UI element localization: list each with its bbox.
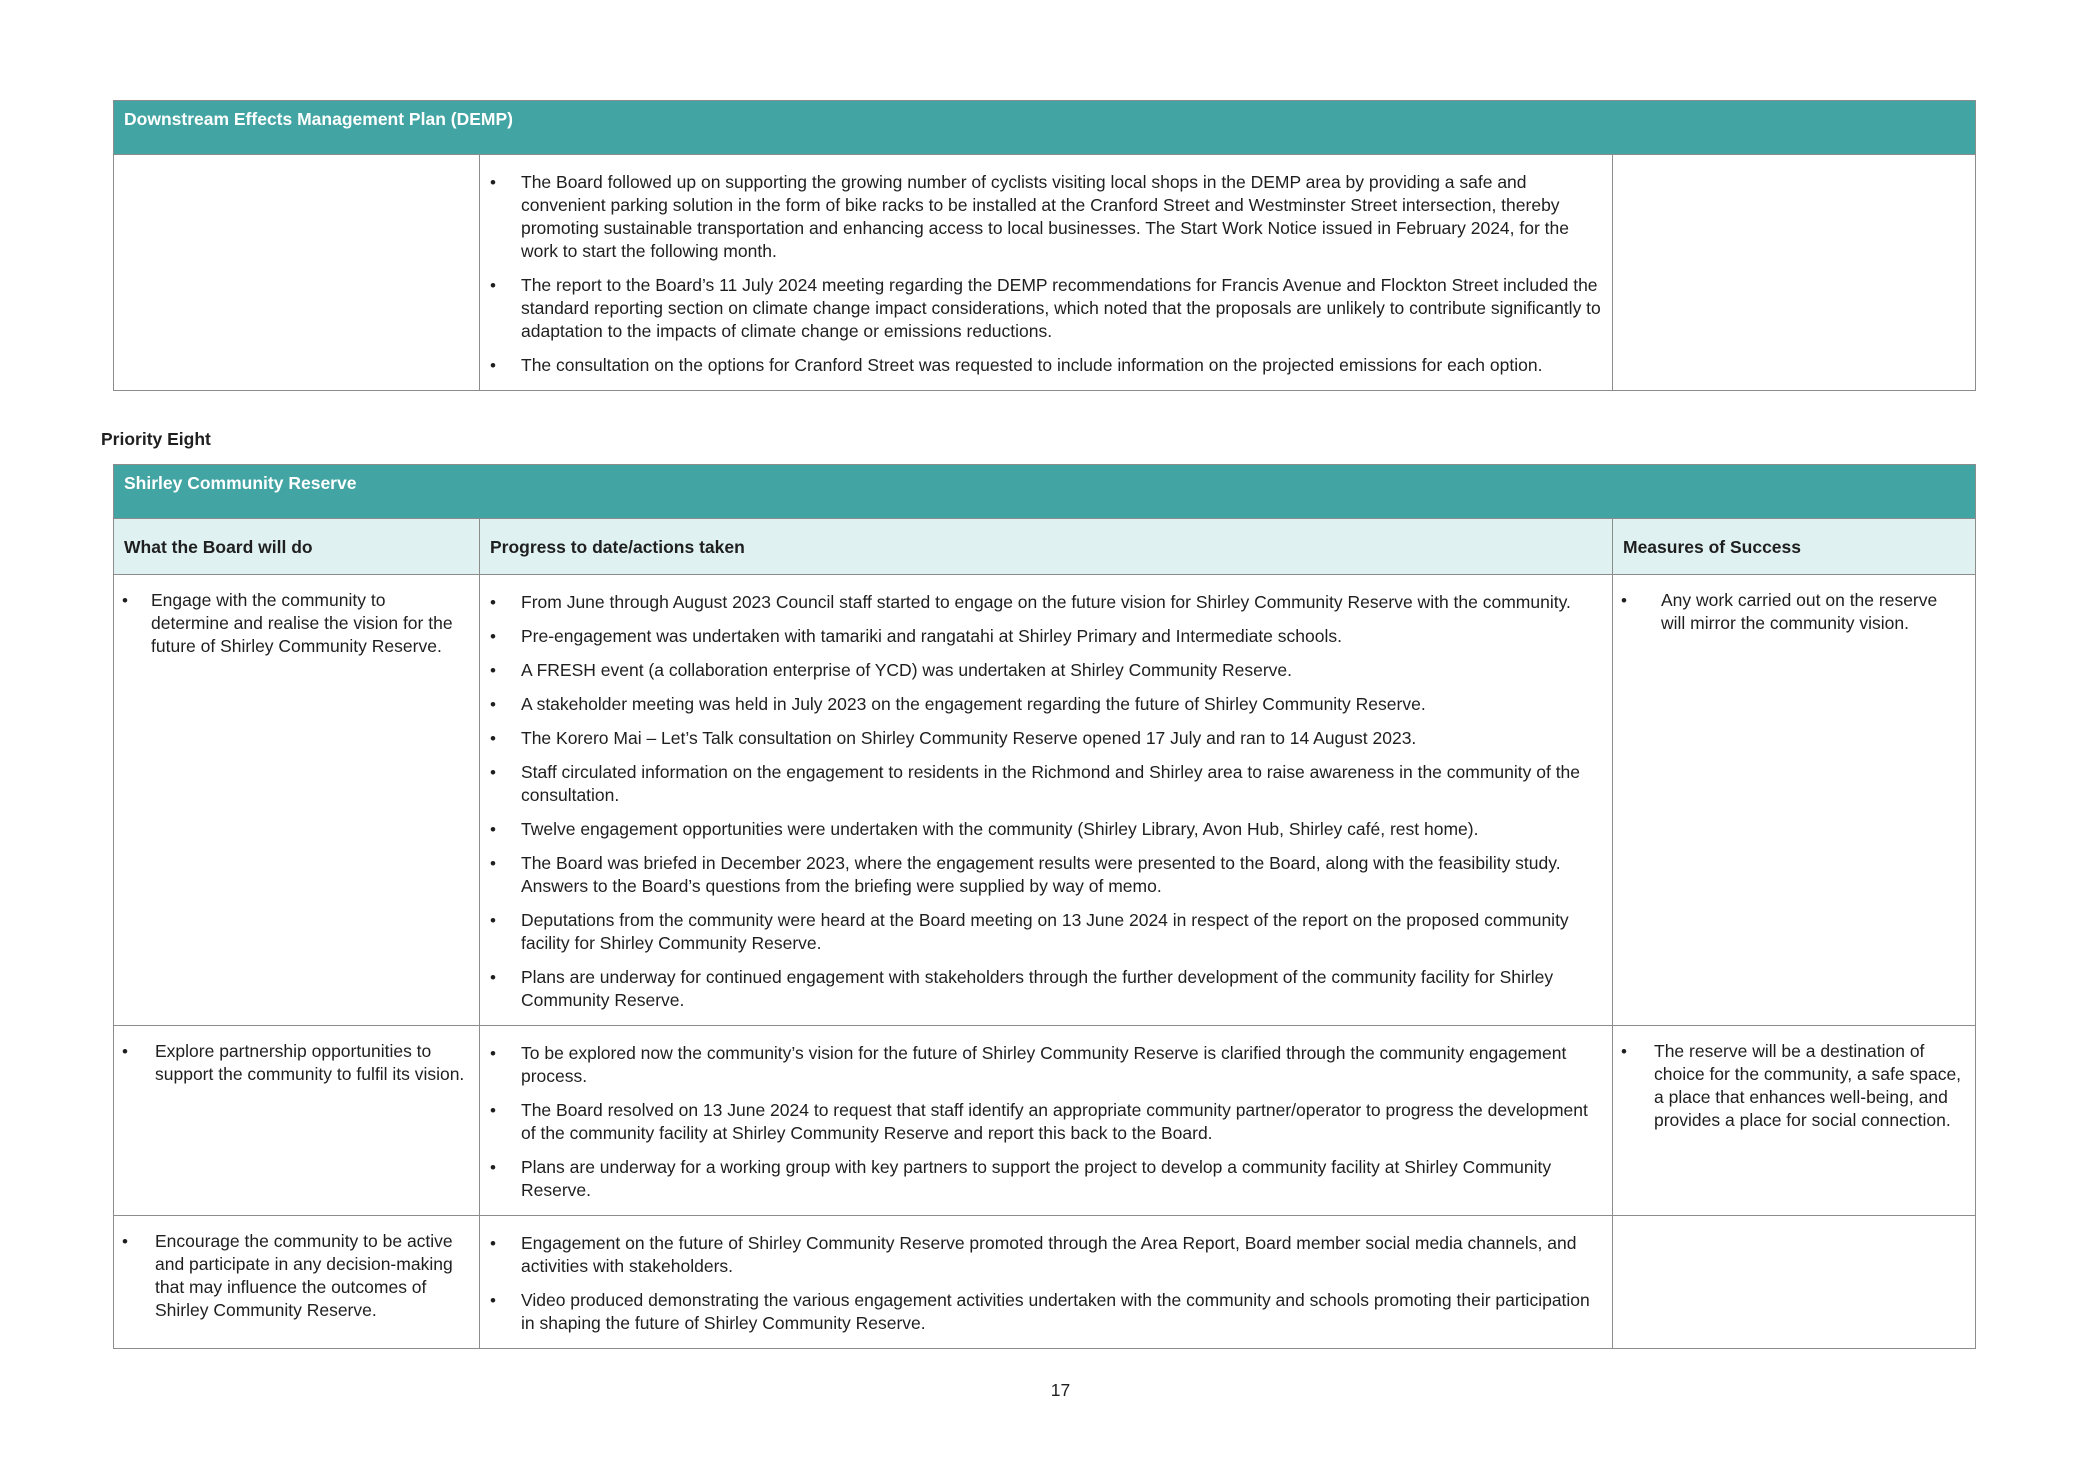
table-row (114, 155, 1976, 391)
list-item: • The consultation on the options for Cranford Street was requested to include information on the projected emissions for each option. (480, 354, 1602, 377)
list-item: • Any work carried out on the reserve will mirror the community vision. (1621, 589, 1965, 635)
shirley-table (113, 464, 1976, 1349)
demp-measures-cell (1613, 155, 1976, 391)
list-item: • A stakeholder meeting was held in July 2023 on the engagement regarding the future of Shirley Community Reserve. (480, 693, 1602, 716)
measures-cell (1613, 1216, 1976, 1349)
demp-progress-cell (480, 155, 1613, 391)
column-header-will-do: What the Board will do (114, 519, 480, 575)
priority-heading: Priority Eight (101, 429, 211, 449)
measures-cell (1613, 1026, 1976, 1216)
list-item: • Encourage the community to be active and participate in any decision-making that may influence the outcomes of Shirley Community Reserve. (122, 1230, 467, 1322)
shirley-table-title: Shirley Community Reserve (114, 465, 1976, 519)
list-item: • The Board was briefed in December 2023, where the engagement results were presented to the Board, along with the feasibility study. Answers to the Board’s questions from the briefing were supplied by way of memo. (480, 852, 1602, 898)
column-header-progress: Progress to date/actions taken (480, 519, 1613, 575)
list-item: • Video produced demonstrating the various engagement activities undertaken with the community and schools promoting their participation in shaping the future of Shirley Community Reserve. (480, 1289, 1602, 1335)
list-item: • Plans are underway for continued engagement with stakeholders through the further development of the community facility for Shirley Community Reserve. (480, 966, 1602, 1012)
list-item: • Engagement on the future of Shirley Community Reserve promoted through the Area Report, Board member social media channels, and activities with stakeholders. (480, 1232, 1602, 1278)
list-item: • Pre-engagement was undertaken with tamariki and rangatahi at Shirley Primary and Intermediate schools. (480, 625, 1602, 648)
progress-cell (480, 575, 1613, 1026)
progress-cell (480, 1026, 1613, 1216)
list-item: • Plans are underway for a working group with key partners to support the project to develop a community facility at Shirley Community Reserve. (480, 1156, 1602, 1202)
list-item: • The Board followed up on supporting the growing number of cyclists visiting local shops in the DEMP area by providing a safe and convenient parking solution in the form of bike racks to be installed at the Cranford Street and Westminster Street intersection, thereby promoting sustainable transportation and enhancing access to local businesses. The Start Work Notice issued in February 2024, for the work to start the following month. (480, 171, 1602, 263)
list-item: • The report to the Board’s 11 July 2024 meeting regarding the DEMP recommendations for Francis Avenue and Flockton Street included the standard reporting section on climate change impact considerations, which noted that the proposals are unlikely to contribute significantly to adaptation to the impacts of climate change or emissions reductions. (480, 274, 1602, 343)
will-do-cell (114, 1026, 480, 1216)
list-item: • Staff circulated information on the engagement to residents in the Richmond and Shirley area to raise awareness in the community of the consultation. (480, 761, 1602, 807)
measures-cell (1613, 575, 1976, 1026)
demp-progress-list (480, 155, 1612, 390)
demp-table (113, 100, 1976, 391)
demp-table-title: Downstream Effects Management Plan (DEMP) (114, 101, 1976, 155)
list-item: • Engage with the community to determine and realise the vision for the future of Shirley Community Reserve. (122, 589, 467, 658)
list-item: • Explore partnership opportunities to support the community to fulfil its vision. (122, 1040, 467, 1086)
table-row (114, 1216, 1976, 1349)
progress-list (480, 1026, 1612, 1215)
list-item: • A FRESH event (a collaboration enterprise of YCD) was undertaken at Shirley Community Reserve. (480, 659, 1602, 682)
list-item: • Deputations from the community were heard at the Board meeting on 13 June 2024 in respect of the report on the proposed community facility for Shirley Community Reserve. (480, 909, 1602, 955)
list-item: • Twelve engagement opportunities were undertaken with the community (Shirley Library, Avon Hub, Shirley café, rest home). (480, 818, 1602, 841)
will-do-cell (114, 575, 480, 1026)
progress-list (480, 1216, 1612, 1348)
list-item: • To be explored now the community’s vision for the future of Shirley Community Reserve is clarified through the community engagement process. (480, 1042, 1602, 1088)
list-item: • The Korero Mai – Let’s Talk consultation on Shirley Community Reserve opened 17 July and ran to 14 August 2023. (480, 727, 1602, 750)
page-number: 17 (1050, 1380, 1071, 1400)
progress-cell (480, 1216, 1613, 1349)
table-row (114, 1026, 1976, 1216)
list-item: • The reserve will be a destination of choice for the community, a safe space, a place that enhances well-being, and provides a place for social connection. (1621, 1040, 1965, 1132)
progress-list (480, 575, 1612, 1025)
demp-will-do-cell (114, 155, 480, 391)
column-header-measures: Measures of Success (1613, 519, 1976, 575)
will-do-cell (114, 1216, 480, 1349)
list-item: • The Board resolved on 13 June 2024 to request that staff identify an appropriate community partner/operator to progress the development of the community facility at Shirley Community Reserve and report this back to the Board. (480, 1099, 1602, 1145)
table-row (114, 575, 1976, 1026)
list-item: • From June through August 2023 Council staff started to engage on the future vision for Shirley Community Reserve with the community. (480, 591, 1602, 614)
